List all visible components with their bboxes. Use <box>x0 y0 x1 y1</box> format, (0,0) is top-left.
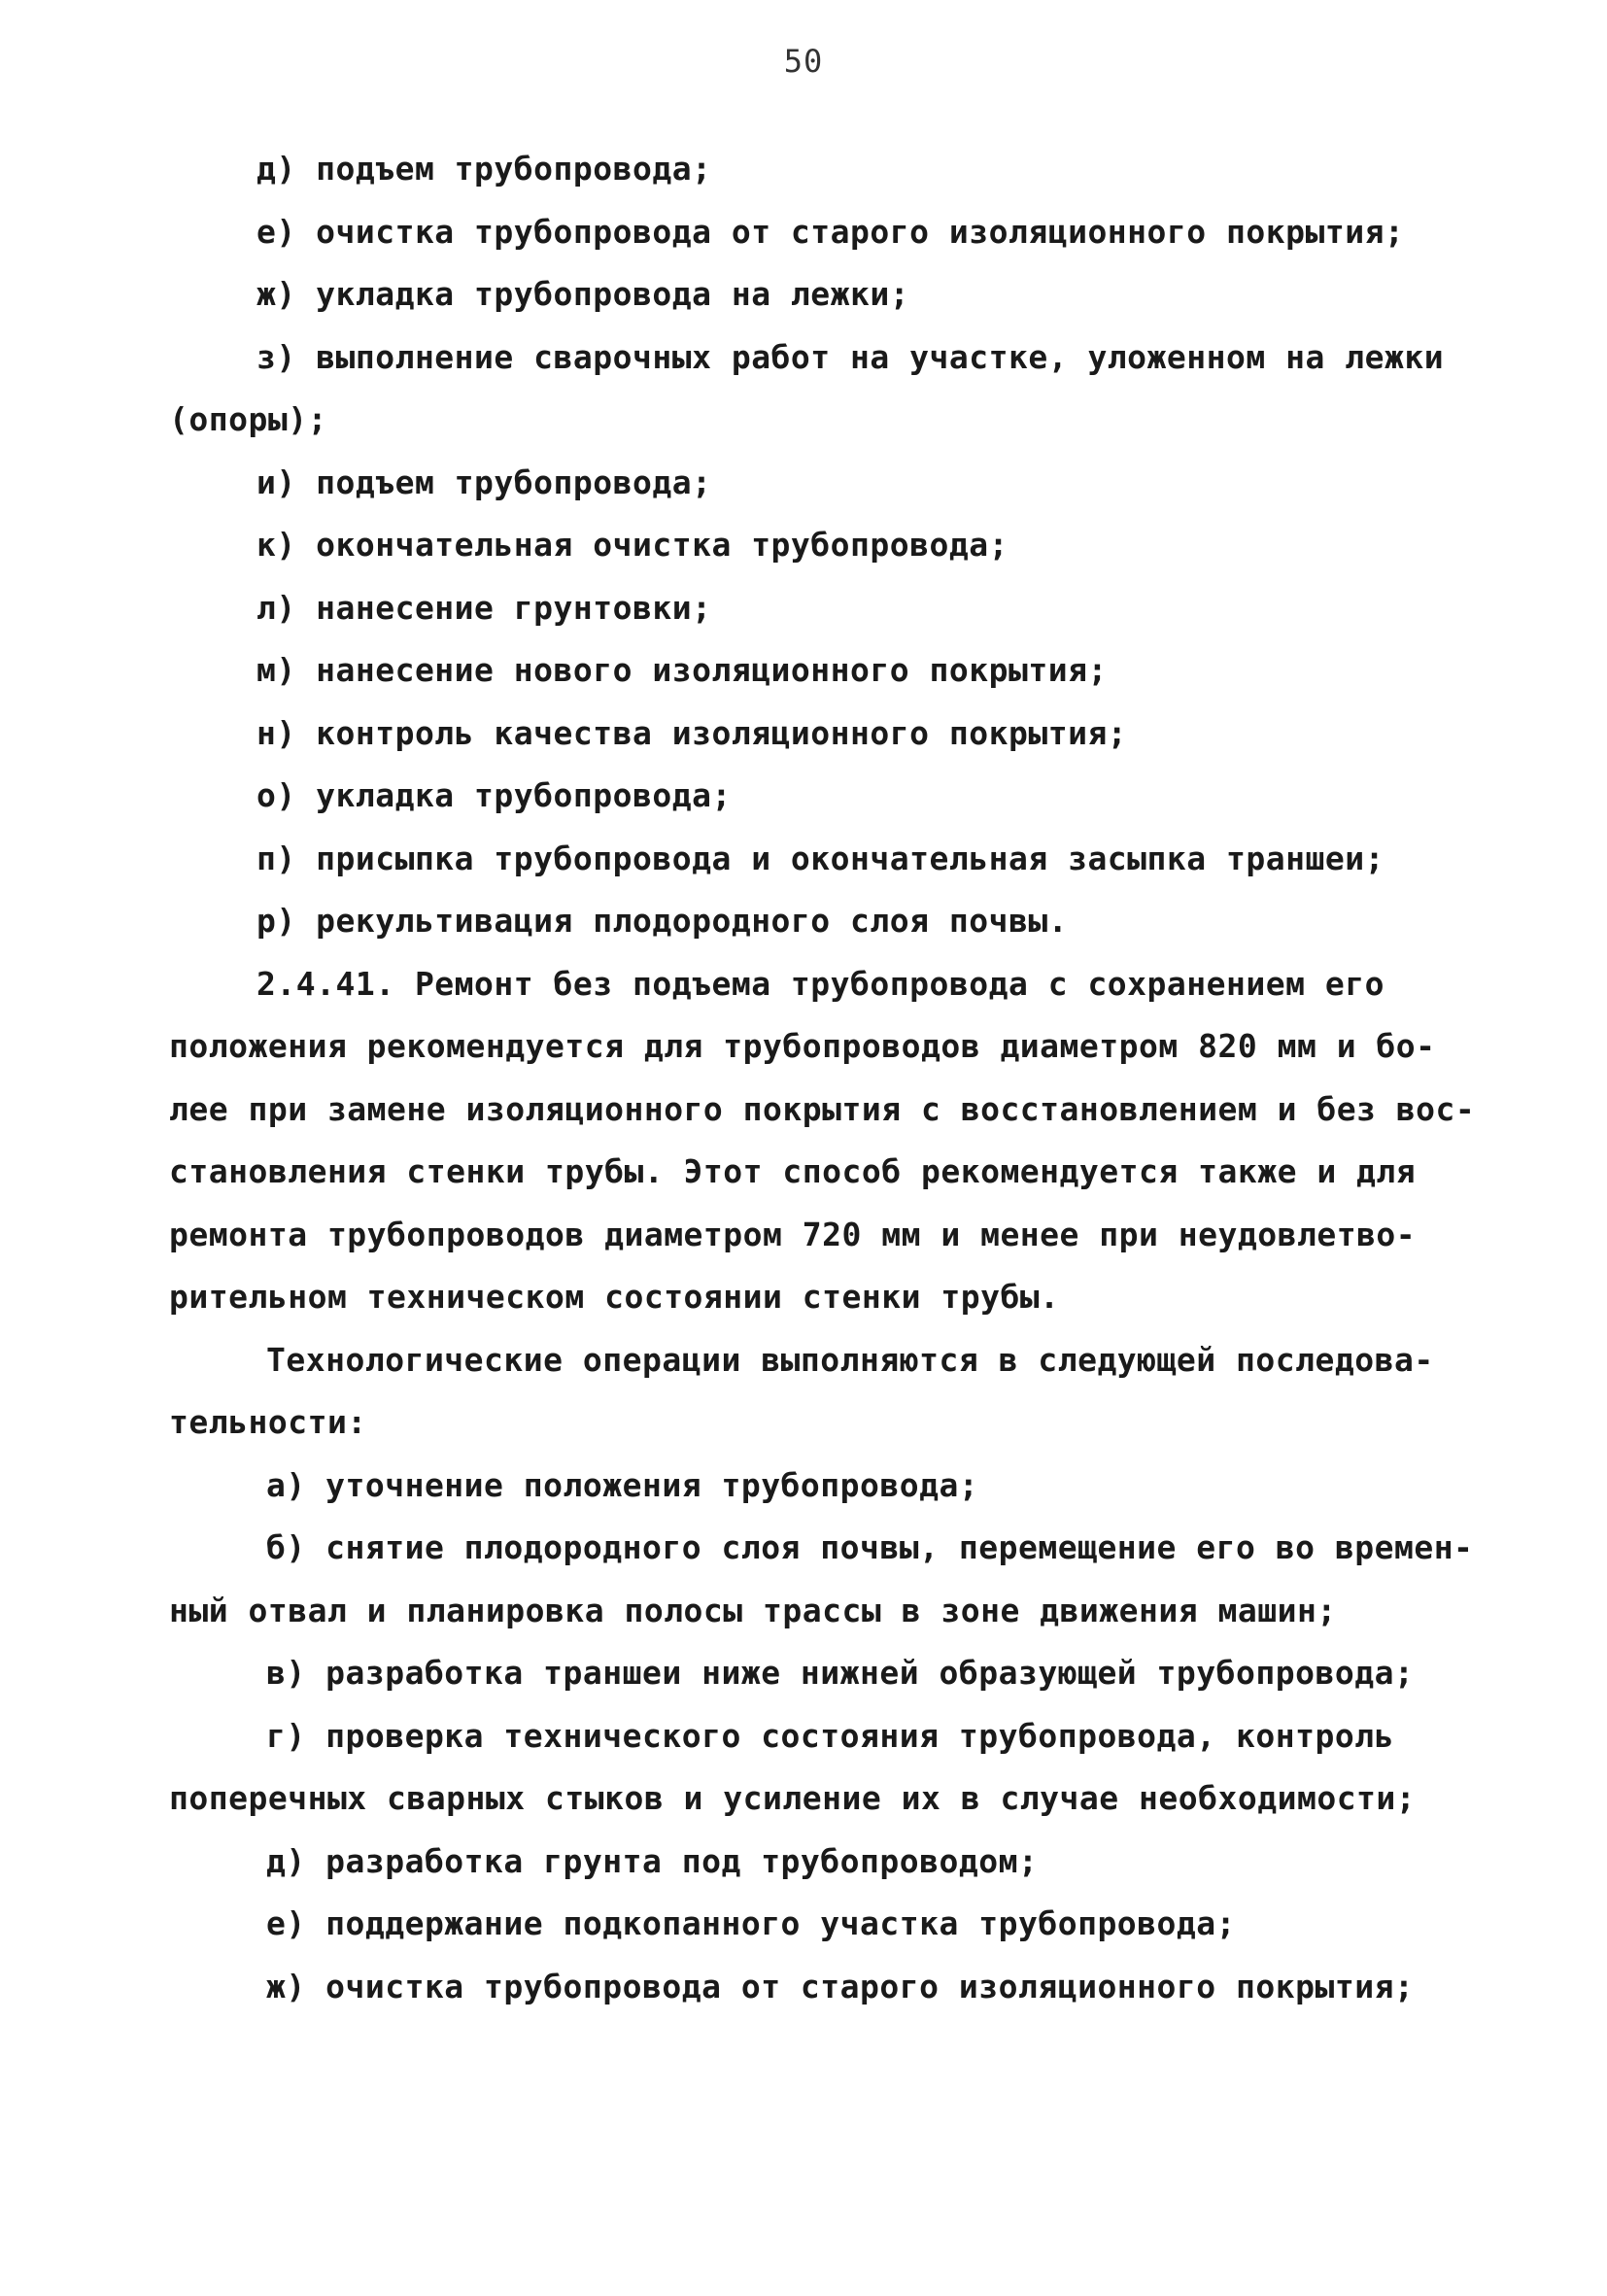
paragraph-line: становления стенки трубы. Этот способ рекомендуется также и для <box>169 1152 1417 1190</box>
section-heading-2441: 2.4.41. Ремонт без подъема трубопровода с сохранением его <box>256 964 1385 1003</box>
paragraph-line: тельности: <box>169 1403 367 1441</box>
list-item: п) присыпка трубопровода и окончательная засыпка траншеи; <box>256 839 1385 877</box>
page-number: 50 <box>783 43 824 80</box>
paragraph-line: положения рекомендуется для трубопроводов диаметром 820 мм и бо- <box>169 1027 1436 1065</box>
list-item-continuation: ный отвал и планировка полосы трассы в зоне движения машин; <box>169 1591 1337 1629</box>
list-item: г) проверка технического состояния трубопровода, контроль <box>266 1716 1394 1755</box>
paragraph-line: рительном техническом состоянии стенки трубы. <box>169 1278 1060 1316</box>
list-item: р) рекультивация плодородного слоя почвы. <box>256 902 1069 940</box>
paragraph-line: лее при замене изоляционного покрытия с восстановлением и без вос- <box>169 1089 1476 1128</box>
list-item: м) нанесение нового изоляционного покрытия; <box>256 651 1108 689</box>
list-item-continuation: (опоры); <box>169 400 327 438</box>
paragraph-line: ремонта трубопроводов диаметром 720 мм и менее при неудовлетво- <box>169 1215 1417 1253</box>
paragraph-line: Технологические операции выполняются в следующей последова- <box>266 1340 1434 1379</box>
list-item: о) укладка трубопровода; <box>256 776 732 814</box>
list-item: б) снятие плодородного слоя почвы, перемещение его во времен- <box>266 1528 1474 1566</box>
list-item: в) разработка траншеи ниже нижней образующей трубопровода; <box>266 1654 1415 1692</box>
list-item: и) подъем трубопровода; <box>256 463 712 501</box>
list-item: е) очистка трубопровода от старого изоляционного покрытия; <box>256 212 1405 251</box>
list-item: е) поддержание подкопанного участка трубопровода; <box>266 1904 1237 1942</box>
list-item: л) нанесение грунтовки; <box>256 588 712 627</box>
list-item: а) уточнение положения трубопровода; <box>266 1465 979 1504</box>
document-body <box>169 138 1476 2018</box>
list-item: з) выполнение сварочных работ на участке, уложенном на лежки <box>256 337 1445 376</box>
list-item: н) контроль качества изоляционного покрытия; <box>256 713 1128 752</box>
list-item-continuation: поперечных сварных стыков и усиление их в случае необходимости; <box>169 1779 1417 1817</box>
list-item: д) подъем трубопровода; <box>256 150 712 188</box>
list-item: ж) очистка трубопровода от старого изоляционного покрытия; <box>266 1967 1415 2005</box>
list-item: д) разработка грунта под трубопроводом; <box>266 1841 1039 1880</box>
list-item: ж) укладка трубопровода на лежки; <box>256 275 910 313</box>
list-item: к) окончательная очистка трубопровода; <box>256 526 1009 564</box>
